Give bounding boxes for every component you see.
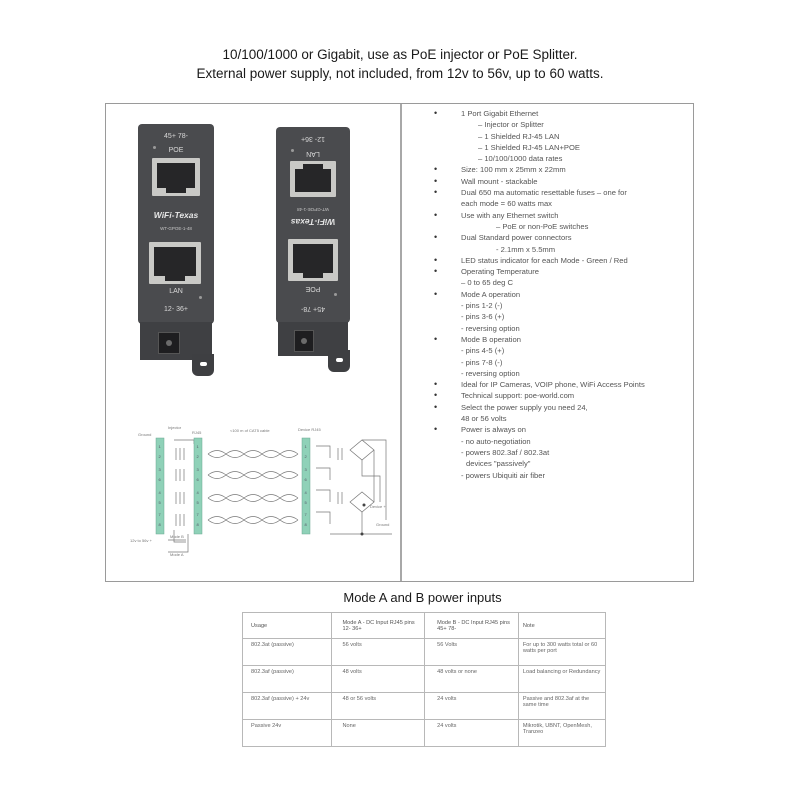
cell-mode-b: 56 Volts	[425, 639, 519, 666]
svg-text:5: 5	[158, 500, 161, 505]
diagram-label-rj45: RJ45	[192, 430, 202, 435]
svg-text:8: 8	[304, 522, 307, 527]
spec-item: • Select the power supply you need 24,	[411, 402, 691, 413]
svg-text:2: 2	[304, 454, 307, 459]
frame-divider	[400, 104, 402, 581]
spec-subitem: – PoE or non-PoE switches	[496, 221, 589, 231]
spec-continuation: - reversing option	[461, 368, 520, 378]
svg-text:7: 7	[196, 512, 199, 517]
spec-item: • Mode A operation	[411, 289, 691, 300]
product-photo	[110, 110, 396, 410]
table-title: Mode A and B power inputs	[343, 590, 502, 605]
table-row	[243, 693, 606, 720]
svg-text:8: 8	[158, 522, 161, 527]
spec-item: • 1 Port Gigabit Ethernet	[411, 108, 691, 119]
diagram-label-ground-right: Ground	[376, 522, 390, 527]
spec-item: • LED status indicator for each Mode - Green / Red	[411, 255, 691, 266]
cell-usage: 802.3at (passive)	[243, 639, 332, 666]
rj45-port-icon	[152, 158, 200, 196]
cell-note: Load balancing or Redundancy	[518, 666, 605, 693]
spec-item: • Mode B operation	[411, 334, 691, 345]
mounting-tab	[328, 350, 350, 372]
spec-continuation: - reversing option	[461, 323, 520, 333]
cell-usage: Passive 24v	[243, 720, 332, 747]
diagram-label-input: 12v to 56v +	[130, 538, 152, 543]
rj45-port-icon	[149, 242, 201, 284]
spec-continuation: - pins 4-5 (+)	[461, 346, 505, 356]
page-heading-line-2: External power supply, not included, from 12v to 56v, up to 60 watts.	[196, 66, 604, 81]
cell-note: Mikrotik, UBNT, OpenMesh, Tranzeo	[518, 720, 605, 747]
spec-subitem: – 1 Shielded RJ-45 LAN+POE	[478, 142, 580, 152]
spec-item: • Dual 650 ma automatic resettable fuses – one for	[411, 187, 691, 198]
spec-continuation: devices "passively"	[466, 459, 531, 469]
svg-text:1: 1	[196, 444, 199, 449]
svg-text:3: 3	[196, 467, 199, 472]
spec-continuation: - pins 7-8 (-)	[461, 357, 503, 367]
svg-text:4: 4	[304, 490, 307, 495]
page-heading-line-1: 10/100/1000 or Gigabit, use as PoE injector or PoE Splitter.	[222, 47, 578, 62]
svg-text:5: 5	[196, 500, 199, 505]
rj45-port-icon	[290, 161, 336, 197]
spec-item: • Size: 100 mm x 25mm x 22mm	[411, 164, 691, 175]
svg-text:6: 6	[196, 477, 199, 482]
diagram-label-mode-a: Mode A	[170, 552, 184, 557]
rj45-port-icon	[288, 239, 338, 281]
device-left-top-label: 45+ 78-	[164, 133, 188, 140]
svg-text:3: 3	[304, 467, 307, 472]
cell-mode-b: 24 volts	[425, 693, 519, 720]
diagram-label-cable: <100 m of CAT5 cable	[230, 428, 270, 433]
spec-item: • Technical support: poe-world.com	[411, 390, 691, 401]
device-right-top-label: 12- 36+	[301, 135, 325, 142]
device-left-model: WT-GPOE-1-48	[160, 226, 192, 231]
table-row	[243, 639, 606, 666]
device-right	[276, 127, 350, 323]
spec-continuation: - powers 802.3af / 802.3at	[461, 447, 550, 457]
diagram-label-mode-b: Mode B	[170, 534, 184, 539]
device-right-port1-label: LAN	[306, 150, 320, 157]
spec-continuation: – 0 to 65 deg C	[461, 278, 513, 288]
svg-text:8: 8	[196, 522, 199, 527]
wiring-diagram	[130, 422, 395, 562]
column-header-mode-a: Mode A - DC Input RJ45 pins 12- 36+	[332, 613, 425, 639]
spec-item: • Use with any Ethernet switch	[411, 210, 691, 221]
diagram-label-ground-left: Ground	[138, 432, 152, 437]
power-jack-icon	[158, 332, 180, 354]
led-icon	[199, 296, 202, 299]
cell-note: For up to 300 watts total or 60 watts per port	[518, 639, 605, 666]
device-left-port2-label: LAN	[169, 288, 183, 295]
cell-mode-a: 48 volts	[332, 666, 425, 693]
led-icon	[334, 293, 337, 296]
spec-list	[411, 108, 691, 481]
spec-continuation: each mode = 60 watts max	[461, 199, 552, 209]
table-header-row	[243, 613, 606, 639]
spec-item: • Wall mount - stackable	[411, 176, 691, 187]
svg-text:4: 4	[196, 490, 199, 495]
cell-mode-a: 56 volts	[332, 639, 425, 666]
cell-usage: 802.3af (passive) + 24v	[243, 693, 332, 720]
device-left-brand: WiFi-Texas	[153, 210, 199, 220]
power-jack-icon	[294, 330, 314, 352]
svg-text:6: 6	[304, 477, 307, 482]
device-right-port2-label: POE	[305, 285, 321, 292]
cell-usage: 802.3af (passive)	[243, 666, 332, 693]
svg-text:2: 2	[196, 454, 199, 459]
spec-subitem: – 1 Shielded RJ-45 LAN	[478, 131, 560, 141]
cell-mode-a: None	[332, 720, 425, 747]
column-header-mode-b: Mode B - DC Input RJ45 pins 45+ 78-	[425, 613, 519, 639]
diagram-label-device-rj45: Device RJ45	[298, 427, 321, 432]
spec-continuation: - pins 3-6 (+)	[461, 312, 505, 322]
svg-text:2: 2	[158, 454, 161, 459]
diagram-label-injector: Injector	[168, 425, 182, 430]
spec-subitem: - 2.1mm x 5.5mm	[496, 244, 556, 254]
svg-text:4: 4	[158, 490, 161, 495]
cell-mode-b: 48 volts or none	[425, 666, 519, 693]
svg-text:7: 7	[304, 512, 307, 517]
spec-item: • Operating Temperature	[411, 266, 691, 277]
svg-text:5: 5	[304, 500, 307, 505]
spec-continuation: 48 or 56 volts	[461, 414, 507, 424]
spec-subitem: – Injector or Splitter	[478, 120, 544, 130]
svg-text:6: 6	[158, 477, 161, 482]
mounting-tab	[192, 354, 214, 376]
svg-text:7: 7	[158, 512, 161, 517]
column-header-note: Note	[518, 613, 605, 639]
spec-continuation: - no auto-negotiation	[461, 436, 531, 446]
device-left	[138, 124, 214, 324]
device-left-port1-label: POE	[168, 147, 184, 154]
device-right-brand: WiFi-Texas	[290, 217, 336, 227]
svg-text:3: 3	[158, 467, 161, 472]
cell-mode-b: 24 volts	[425, 720, 519, 747]
diagram-label-device-plus: Device +	[370, 504, 386, 509]
spec-continuation: - powers Ubiquiti air fiber	[461, 470, 545, 480]
device-right-bottom-label: 45+ 78-	[301, 305, 325, 312]
svg-text:1: 1	[304, 444, 307, 449]
spec-subitem: – 10/100/1000 data rates	[478, 154, 563, 164]
cell-mode-a: 48 or 56 volts	[332, 693, 425, 720]
device-right-model: WT-GPOE-1-48	[297, 207, 329, 212]
table-row	[243, 720, 606, 747]
svg-text:1: 1	[158, 444, 161, 449]
product-info-frame	[105, 103, 694, 582]
table-row	[243, 666, 606, 693]
column-header-usage: Usage	[243, 613, 332, 639]
spec-item: • Power is always on	[411, 424, 691, 435]
cell-note: Passive and 802.3af at the same time	[518, 693, 605, 720]
spec-item: • Ideal for IP Cameras, VOIP phone, WiFi Access Points	[411, 379, 691, 390]
spec-item: • Dual Standard power connectors	[411, 232, 691, 243]
power-inputs-table	[242, 612, 606, 747]
device-left-bottom-label: 12- 36+	[164, 306, 188, 313]
spec-continuation: - pins 1-2 (-)	[461, 301, 503, 311]
